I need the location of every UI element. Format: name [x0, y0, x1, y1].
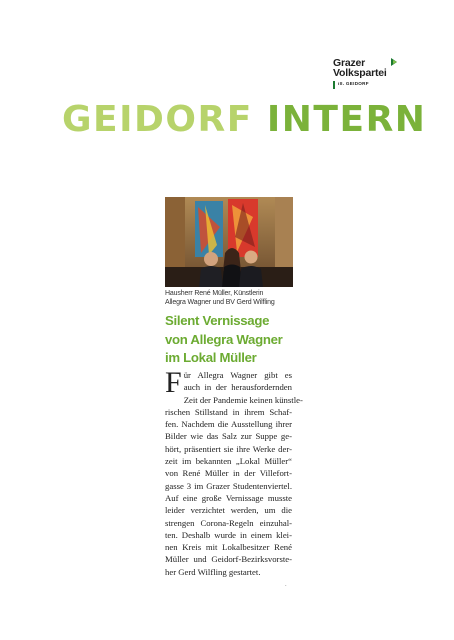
title-line: Silent Vernissage: [165, 313, 270, 328]
body-line: ten. Deshalb wurde in einem klei-: [165, 529, 292, 540]
photo-illustration: [165, 197, 293, 287]
body-line: Zeit der Pandemie keinen künstle-: [183, 394, 303, 405]
article-title: [165, 312, 300, 368]
body-line: strengen Corona-Regeln einzuhal-: [165, 517, 292, 528]
body-line: auch in der herausfordernden: [183, 382, 292, 393]
body-line: Auf eine große Vernissage musste: [165, 492, 292, 503]
body-line: her Gerd Wilfling gestartet.: [165, 566, 261, 577]
logo-grazer-volkspartei: [333, 58, 395, 92]
body-line: Müller und Geidorf-Bezirksvorste-: [165, 554, 292, 565]
body-line: von René Müller in der Villefort-: [165, 468, 292, 479]
logo-district-tag: [333, 81, 393, 89]
caption-line2: Allegra Wagner und BV Gerd Wilfling: [165, 299, 275, 307]
headline-part2: INTERN: [266, 99, 427, 140]
body-line: rischen Stillstand in ihrem Schaf-: [165, 406, 292, 417]
caption-line1: Hausherr René Müller, Künstlerin: [165, 290, 264, 297]
body-line: hört, präsentiert sie ihre Werke der-: [165, 443, 292, 454]
article-body: [165, 366, 303, 578]
body-line: gasse 3 im Grazer Studentenviertel.: [165, 480, 292, 491]
logo-line2: Volkspartei: [333, 67, 387, 79]
title-line: im Lokal Müller: [165, 350, 257, 366]
drop-cap: F: [165, 366, 182, 399]
logo-district-text: ıII. GEIDORF: [338, 81, 369, 86]
headline-part1: GEIDORF: [62, 99, 253, 140]
newsletter-headline: [62, 99, 427, 140]
body-line: zeit im bekannten „Lokal Müller“: [165, 456, 292, 467]
page-dot: .: [285, 582, 287, 588]
body-line: Bilder wie das Salz zur Suppe ge-: [165, 431, 292, 442]
body-line: nen Kreis mit Lokalbesitzer René: [165, 542, 292, 553]
title-line: von Allegra Wagner: [165, 331, 283, 347]
photo-caption: [165, 289, 297, 307]
body-line: ür Allegra Wagner gibt es: [183, 370, 292, 380]
article-photo: [165, 197, 293, 287]
leaf-icon: [391, 58, 398, 67]
body-line: leider verzichtet werden, um die: [165, 505, 292, 516]
body-line: fen. Nachdem die Ausstellung ihrer: [165, 419, 292, 430]
logo-line1: Grazer: [333, 57, 366, 69]
